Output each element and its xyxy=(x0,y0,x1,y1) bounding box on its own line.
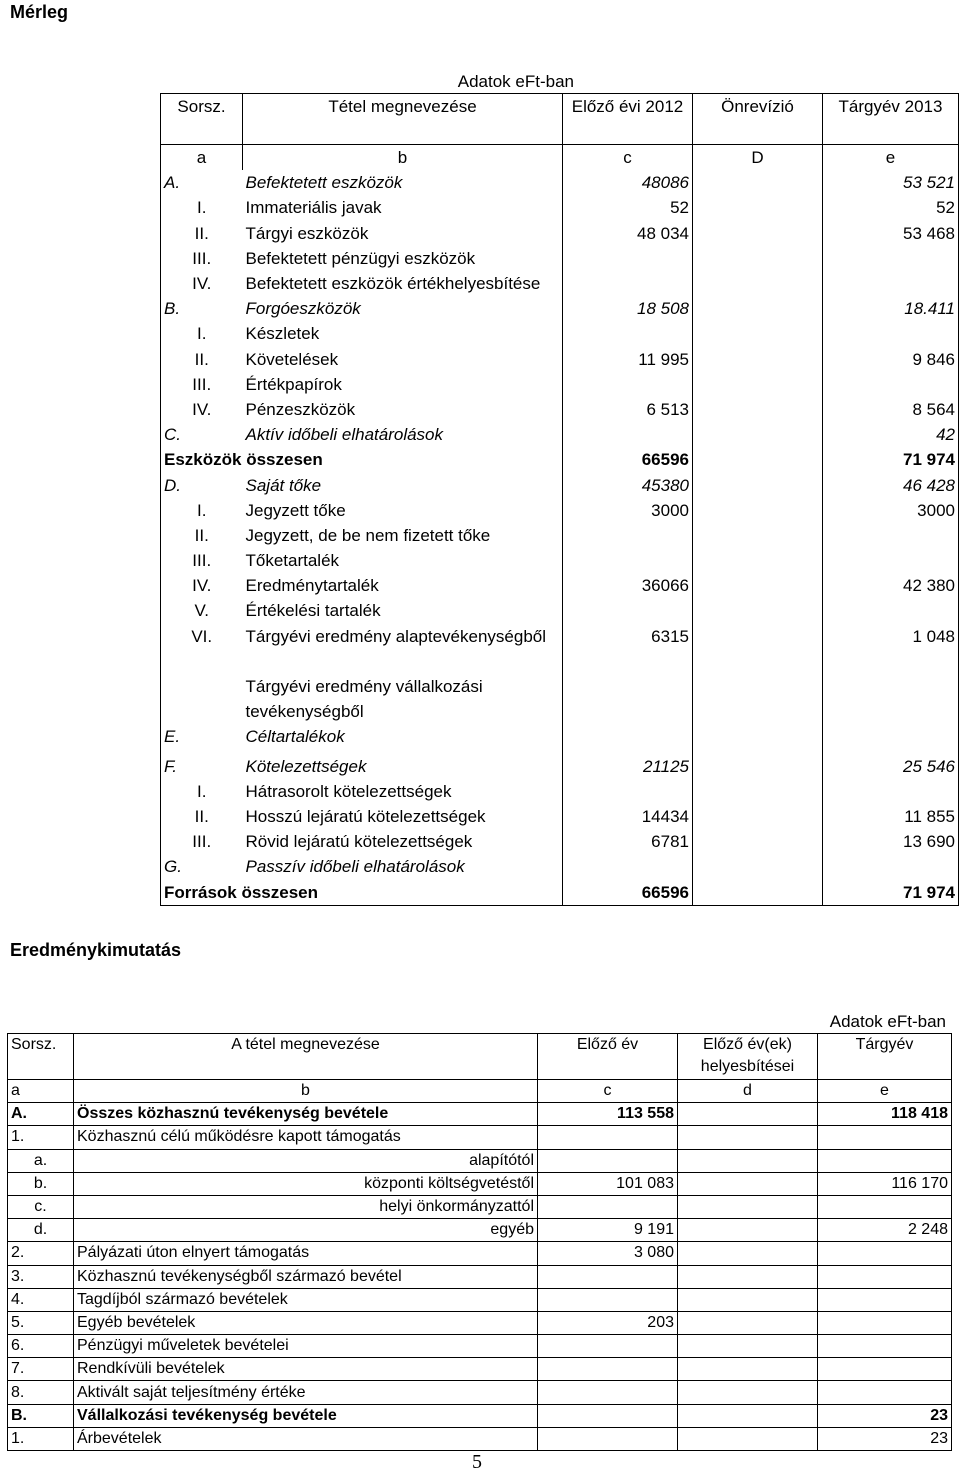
previous-year-value: 9 191 xyxy=(538,1219,678,1242)
table-row xyxy=(8,1358,952,1381)
current-year-value: 42 380 xyxy=(823,573,959,598)
table-row xyxy=(161,195,959,220)
row-label: Tőketartalék xyxy=(243,548,563,573)
column-letter: b xyxy=(243,145,563,171)
row-label: Befektetett eszközök xyxy=(243,170,563,195)
current-year-value: 118 418 xyxy=(818,1103,952,1126)
row-number: A. xyxy=(8,1103,74,1126)
column-letter: D xyxy=(693,145,823,171)
row-number: IV. xyxy=(161,573,243,598)
column-header: Sorsz. xyxy=(161,94,243,145)
table-row xyxy=(161,246,959,271)
current-year-value xyxy=(823,779,959,804)
previous-year-value xyxy=(563,422,693,447)
self-revision-value xyxy=(693,624,823,674)
previous-year-value: 21125 xyxy=(563,754,693,779)
previous-year-value: 6781 xyxy=(563,829,693,854)
row-number: a. xyxy=(8,1149,74,1172)
previous-year-value: 66596 xyxy=(563,880,693,906)
table-row xyxy=(8,1381,952,1404)
previous-year-value: 36066 xyxy=(563,573,693,598)
table-row xyxy=(161,854,959,879)
current-year-value xyxy=(818,1358,952,1381)
table-row xyxy=(8,1103,952,1126)
self-revision-value xyxy=(693,447,823,472)
row-label: Saját tőke xyxy=(243,472,563,497)
self-revision-value xyxy=(693,221,823,246)
self-revision-value xyxy=(693,195,823,220)
row-number: VI. xyxy=(161,624,243,674)
row-number: I. xyxy=(161,498,243,523)
previous-year-value: 101 083 xyxy=(538,1172,678,1195)
table-row xyxy=(8,1427,952,1450)
column-header: Önrevízió xyxy=(693,94,823,145)
previous-year-value: 45380 xyxy=(563,472,693,497)
previous-year-revision-value xyxy=(678,1242,818,1265)
previous-year-value xyxy=(563,674,693,724)
self-revision-value xyxy=(693,724,823,754)
column-header: Előző év xyxy=(538,1034,678,1080)
row-label: Passzív időbeli elhatárolások xyxy=(243,854,563,879)
table-header-row xyxy=(8,1034,952,1080)
previous-year-revision-value xyxy=(678,1358,818,1381)
table-row xyxy=(8,1149,952,1172)
row-number: c. xyxy=(8,1195,74,1218)
current-year-value xyxy=(818,1288,952,1311)
previous-year-revision-value xyxy=(678,1381,818,1404)
self-revision-value xyxy=(693,422,823,447)
current-year-value xyxy=(818,1126,952,1149)
column-letter: a xyxy=(161,145,243,171)
table-row xyxy=(8,1126,952,1149)
table-row xyxy=(161,472,959,497)
current-year-value xyxy=(823,854,959,879)
previous-year-value xyxy=(538,1195,678,1218)
row-number: II. xyxy=(161,804,243,829)
self-revision-value xyxy=(693,804,823,829)
column-header: Tárgyév xyxy=(818,1034,952,1080)
current-year-value: 52 xyxy=(823,195,959,220)
row-number: d. xyxy=(8,1219,74,1242)
row-label: egyéb xyxy=(74,1219,538,1242)
previous-year-value: 3 080 xyxy=(538,1242,678,1265)
previous-year-value xyxy=(538,1381,678,1404)
row-label: Tagdíjból származó bevételek xyxy=(74,1288,538,1311)
row-label: Értékpapírok xyxy=(243,372,563,397)
column-letter: b xyxy=(74,1080,538,1103)
previous-year-value: 52 xyxy=(563,195,693,220)
previous-year-value xyxy=(538,1265,678,1288)
column-letter: c xyxy=(563,145,693,171)
previous-year-value: 3000 xyxy=(563,498,693,523)
row-label: Rövid lejáratú kötelezettségek xyxy=(243,829,563,854)
table-row xyxy=(8,1311,952,1334)
table-row xyxy=(8,1219,952,1242)
table-row xyxy=(8,1172,952,1195)
self-revision-value xyxy=(693,321,823,346)
previous-year-value: 66596 xyxy=(563,447,693,472)
row-number: V. xyxy=(161,598,243,623)
row-label: Jegyzett tőke xyxy=(243,498,563,523)
table-header-row xyxy=(161,94,959,145)
current-year-value: 53 468 xyxy=(823,221,959,246)
row-number: 5. xyxy=(8,1311,74,1334)
row-label: Pénzügyi műveletek bevételei xyxy=(74,1335,538,1358)
current-year-value xyxy=(823,523,959,548)
previous-year-value xyxy=(538,1358,678,1381)
row-label: központi költségvetéstől xyxy=(74,1172,538,1195)
column-header: Sorsz. xyxy=(8,1034,74,1080)
current-year-value: 71 974 xyxy=(823,880,959,906)
row-number: 2. xyxy=(8,1242,74,1265)
row-number: II. xyxy=(161,523,243,548)
table-row xyxy=(161,321,959,346)
previous-year-revision-value xyxy=(678,1404,818,1427)
previous-year-value xyxy=(563,598,693,623)
current-year-value xyxy=(818,1381,952,1404)
table-row xyxy=(161,498,959,523)
table-row xyxy=(161,372,959,397)
current-year-value: 2 248 xyxy=(818,1219,952,1242)
row-label: Aktív időbeli elhatárolások xyxy=(243,422,563,447)
row-label: Tárgyi eszközök xyxy=(243,221,563,246)
current-year-value: 8 564 xyxy=(823,397,959,422)
table-row xyxy=(161,724,959,754)
row-number: II. xyxy=(161,221,243,246)
current-year-value xyxy=(823,548,959,573)
previous-year-revision-value xyxy=(678,1103,818,1126)
balance-sheet-table xyxy=(160,93,959,906)
income-statement-table xyxy=(7,1033,952,1451)
row-number: III. xyxy=(161,372,243,397)
column-header: Előző év(ek) helyesbítései xyxy=(678,1034,818,1080)
previous-year-value xyxy=(563,779,693,804)
row-label: Immateriális javak xyxy=(243,195,563,220)
row-label: Jegyzett, de be nem fizetett tőke xyxy=(243,523,563,548)
current-year-value xyxy=(818,1335,952,1358)
row-label: Közhasznú tevékenységből származó bevétel xyxy=(74,1265,538,1288)
current-year-value xyxy=(823,246,959,271)
current-year-value: 3000 xyxy=(823,498,959,523)
current-year-value xyxy=(823,724,959,754)
table-row xyxy=(161,598,959,623)
row-number: 4. xyxy=(8,1288,74,1311)
row-number: 6. xyxy=(8,1335,74,1358)
income-title: Eredménykimutatás xyxy=(10,940,182,960)
row-label: alapítótól xyxy=(74,1149,538,1172)
self-revision-value xyxy=(693,347,823,372)
row-label: Befektetett eszközök értékhelyesbítése xyxy=(243,271,563,296)
previous-year-value: 11 995 xyxy=(563,347,693,372)
table-row xyxy=(161,674,959,724)
previous-year-value xyxy=(563,321,693,346)
previous-year-revision-value xyxy=(678,1219,818,1242)
row-number: III. xyxy=(161,246,243,271)
previous-year-revision-value xyxy=(678,1195,818,1218)
self-revision-value xyxy=(693,296,823,321)
column-letter-row xyxy=(8,1080,952,1103)
row-label: helyi önkormányzattól xyxy=(74,1195,538,1218)
self-revision-value xyxy=(693,674,823,724)
previous-year-value xyxy=(538,1288,678,1311)
current-year-value xyxy=(818,1242,952,1265)
row-label: Követelések xyxy=(243,347,563,372)
table-row xyxy=(161,548,959,573)
previous-year-value xyxy=(563,548,693,573)
self-revision-value xyxy=(693,829,823,854)
row-number: IV. xyxy=(161,397,243,422)
row-label: Pénzeszközök xyxy=(243,397,563,422)
current-year-value: 11 855 xyxy=(823,804,959,829)
row-number xyxy=(161,674,243,724)
table-row xyxy=(161,296,959,321)
self-revision-value xyxy=(693,598,823,623)
row-label: Tárgyévi eredmény vállalkozási tevékenységből xyxy=(243,674,563,724)
table-row xyxy=(161,221,959,246)
current-year-value: 25 546 xyxy=(823,754,959,779)
current-year-value: 116 170 xyxy=(818,1172,952,1195)
row-label: Hátrasorolt kötelezettségek xyxy=(243,779,563,804)
current-year-value: 23 xyxy=(818,1404,952,1427)
current-year-value xyxy=(823,598,959,623)
column-letter: e xyxy=(818,1080,952,1103)
current-year-value: 53 521 xyxy=(823,170,959,195)
row-label: Közhasznú célú működésre kapott támogatás xyxy=(74,1126,538,1149)
row-number: 3. xyxy=(8,1265,74,1288)
row-number: C. xyxy=(161,422,243,447)
row-label: Hosszú lejáratú kötelezettségek xyxy=(243,804,563,829)
row-label: Befektetett pénzügyi eszközök xyxy=(243,246,563,271)
current-year-value: 46 428 xyxy=(823,472,959,497)
previous-year-value xyxy=(563,854,693,879)
current-year-value xyxy=(818,1311,952,1334)
table-row xyxy=(161,829,959,854)
table-row xyxy=(161,347,959,372)
row-label: Források összesen xyxy=(161,880,563,906)
row-number: 1. xyxy=(8,1427,74,1450)
table-row xyxy=(161,397,959,422)
row-label: Aktivált saját teljesítmény értéke xyxy=(74,1381,538,1404)
self-revision-value xyxy=(693,472,823,497)
table-row xyxy=(8,1242,952,1265)
row-number: B. xyxy=(161,296,243,321)
previous-year-value xyxy=(563,724,693,754)
previous-year-revision-value xyxy=(678,1335,818,1358)
row-label: Tárgyévi eredmény alaptevékenységből xyxy=(243,624,563,674)
row-label: Rendkívüli bevételek xyxy=(74,1358,538,1381)
row-label: Készletek xyxy=(243,321,563,346)
row-number: D. xyxy=(161,472,243,497)
row-label: Eszközök összesen xyxy=(161,447,563,472)
table-row xyxy=(161,271,959,296)
row-label: Céltartalékok xyxy=(243,724,563,754)
self-revision-value xyxy=(693,523,823,548)
table-row xyxy=(8,1288,952,1311)
current-year-value xyxy=(823,271,959,296)
previous-year-value xyxy=(563,372,693,397)
table-row xyxy=(161,447,959,472)
current-year-value: 9 846 xyxy=(823,347,959,372)
previous-year-value: 203 xyxy=(538,1311,678,1334)
table-row xyxy=(161,573,959,598)
row-label: Pályázati úton elnyert támogatás xyxy=(74,1242,538,1265)
current-year-value xyxy=(823,674,959,724)
self-revision-value xyxy=(693,498,823,523)
row-number: b. xyxy=(8,1172,74,1195)
row-number: 7. xyxy=(8,1358,74,1381)
current-year-value: 1 048 xyxy=(823,624,959,674)
previous-year-revision-value xyxy=(678,1172,818,1195)
row-label: Árbevételek xyxy=(74,1427,538,1450)
row-label: Vállalkozási tevékenység bevétele xyxy=(74,1404,538,1427)
current-year-value xyxy=(823,372,959,397)
previous-year-revision-value xyxy=(678,1427,818,1450)
column-letter: e xyxy=(823,145,959,171)
row-number: E. xyxy=(161,724,243,754)
previous-year-value xyxy=(563,246,693,271)
current-year-value: 71 974 xyxy=(823,447,959,472)
previous-year-revision-value xyxy=(678,1265,818,1288)
column-header: Tárgyév 2013 xyxy=(823,94,959,145)
income-unit: Adatok eFt-ban xyxy=(829,1012,946,1031)
self-revision-value xyxy=(693,170,823,195)
current-year-value xyxy=(823,321,959,346)
self-revision-value xyxy=(693,271,823,296)
column-letter: d xyxy=(678,1080,818,1103)
row-label: Kötelezettségek xyxy=(243,754,563,779)
row-number: 8. xyxy=(8,1381,74,1404)
row-number: G. xyxy=(161,854,243,879)
row-label: Egyéb bevételek xyxy=(74,1311,538,1334)
row-number: I. xyxy=(161,195,243,220)
column-header: Előző évi 2012 xyxy=(563,94,693,145)
column-letter: a xyxy=(8,1080,74,1103)
previous-year-revision-value xyxy=(678,1311,818,1334)
row-label: Összes közhasznú tevékenység bevétele xyxy=(74,1103,538,1126)
self-revision-value xyxy=(693,854,823,879)
row-label: Értékelési tartalék xyxy=(243,598,563,623)
previous-year-value: 6 513 xyxy=(563,397,693,422)
current-year-value: 13 690 xyxy=(823,829,959,854)
table-row xyxy=(161,523,959,548)
self-revision-value xyxy=(693,372,823,397)
row-number: A. xyxy=(161,170,243,195)
row-number: II. xyxy=(161,347,243,372)
table-row xyxy=(161,880,959,906)
self-revision-value xyxy=(693,548,823,573)
self-revision-value xyxy=(693,754,823,779)
current-year-value: 18.411 xyxy=(823,296,959,321)
table-row xyxy=(161,624,959,674)
current-year-value: 42 xyxy=(823,422,959,447)
column-letter-row xyxy=(161,145,959,171)
table-row xyxy=(161,422,959,447)
row-number: F. xyxy=(161,754,243,779)
previous-year-value xyxy=(563,271,693,296)
self-revision-value xyxy=(693,246,823,271)
row-number: IV. xyxy=(161,271,243,296)
table-row xyxy=(161,779,959,804)
row-label: Forgóeszközök xyxy=(243,296,563,321)
previous-year-value xyxy=(538,1126,678,1149)
previous-year-value: 48086 xyxy=(563,170,693,195)
row-number: III. xyxy=(161,548,243,573)
self-revision-value xyxy=(693,880,823,906)
row-number: B. xyxy=(8,1404,74,1427)
table-row xyxy=(8,1335,952,1358)
previous-year-value xyxy=(563,523,693,548)
column-header: A tétel megnevezése xyxy=(74,1034,538,1080)
row-number: I. xyxy=(161,321,243,346)
previous-year-value: 18 508 xyxy=(563,296,693,321)
page-number: 5 xyxy=(472,1451,482,1473)
table-row xyxy=(161,804,959,829)
previous-year-value: 14434 xyxy=(563,804,693,829)
self-revision-value xyxy=(693,573,823,598)
column-header: Tétel megnevezése xyxy=(243,94,563,145)
previous-year-value xyxy=(538,1149,678,1172)
previous-year-value: 48 034 xyxy=(563,221,693,246)
table-row xyxy=(161,170,959,195)
previous-year-value xyxy=(538,1427,678,1450)
table-row xyxy=(8,1404,952,1427)
current-year-value xyxy=(818,1265,952,1288)
table-row xyxy=(8,1265,952,1288)
current-year-value xyxy=(818,1195,952,1218)
current-year-value xyxy=(818,1149,952,1172)
row-label: Eredménytartalék xyxy=(243,573,563,598)
table-row xyxy=(8,1195,952,1218)
balance-unit: Adatok eFt-ban xyxy=(457,72,574,91)
self-revision-value xyxy=(693,397,823,422)
previous-year-value: 6315 xyxy=(563,624,693,674)
previous-year-value: 113 558 xyxy=(538,1103,678,1126)
previous-year-value xyxy=(538,1335,678,1358)
table-row xyxy=(161,754,959,779)
column-letter: c xyxy=(538,1080,678,1103)
self-revision-value xyxy=(693,779,823,804)
previous-year-revision-value xyxy=(678,1126,818,1149)
row-number: I. xyxy=(161,779,243,804)
balance-title: Mérleg xyxy=(10,2,69,22)
previous-year-revision-value xyxy=(678,1288,818,1311)
row-number: 1. xyxy=(8,1126,74,1149)
previous-year-value xyxy=(538,1404,678,1427)
row-number: III. xyxy=(161,829,243,854)
previous-year-revision-value xyxy=(678,1149,818,1172)
current-year-value: 23 xyxy=(818,1427,952,1450)
